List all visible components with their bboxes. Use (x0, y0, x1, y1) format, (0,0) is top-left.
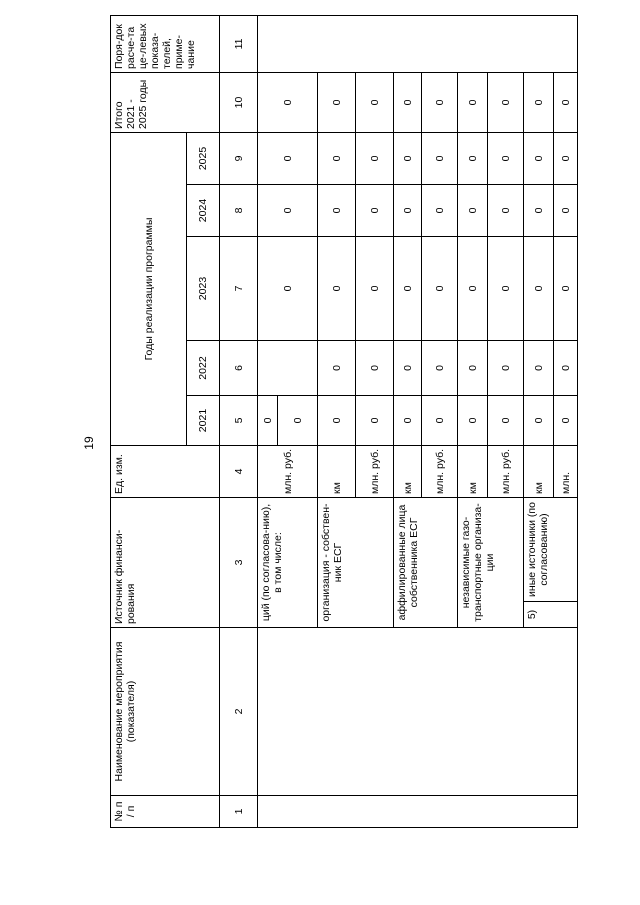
value-cell: 0 (458, 341, 488, 396)
value-cell: 0 (488, 237, 524, 341)
header-col-order: Поря-док расче-та це-левых показа-телей, приме-чание (111, 15, 220, 72)
cell-name-empty (258, 628, 578, 796)
source-cell (258, 498, 318, 628)
value-cell: 0 (394, 72, 422, 132)
value-cell: 0 (554, 237, 578, 341)
unit-cell: км (318, 446, 356, 498)
value-cell: 0 (458, 72, 488, 132)
value-cell: 0 (554, 132, 578, 184)
unit-cell: млн. (554, 446, 578, 498)
value-cell: 0 (524, 185, 554, 237)
value-cell: 0 (488, 185, 524, 237)
value-cell: 0 (458, 185, 488, 237)
header-year-2025: 2025 (187, 132, 220, 184)
unit-cell: млн. руб. (356, 446, 394, 498)
unit-cell: млн. руб. (258, 446, 318, 498)
header-year-2021: 2021 (187, 396, 220, 446)
cell-no-empty (258, 796, 578, 828)
value-cell: 0 (258, 185, 318, 237)
value-cell: 0 (356, 237, 394, 341)
colnum-9: 9 (220, 132, 258, 184)
value-cell: 0 (422, 396, 458, 446)
value-cell: 0 (356, 396, 394, 446)
header-col-no: № п / п (111, 796, 220, 828)
colnum-4: 4 (220, 446, 258, 498)
value-cell: 0 (318, 185, 356, 237)
colnum-6: 6 (220, 341, 258, 396)
value-cell: 0 (318, 132, 356, 184)
value-cell: 0 (488, 341, 524, 396)
source-cell: независимые газо-транспортные организа-ции (458, 498, 524, 628)
header-years-group: Годы реализации программы (111, 132, 187, 445)
value-cell: 0 (554, 185, 578, 237)
value-cell: 0 (458, 132, 488, 184)
value-cell: 0 (488, 396, 524, 446)
unit-cell: млн. руб. (422, 446, 458, 498)
header-year-2023: 2023 (187, 237, 220, 341)
unit-cell: км (458, 446, 488, 498)
colnum-5: 5 (220, 396, 258, 446)
value-cell: 0 (524, 396, 554, 446)
value-cell: 0 (524, 341, 554, 396)
value-cell: 0 (422, 237, 458, 341)
value-cell: 0 (278, 396, 318, 446)
rotated-page-content (110, 23, 604, 828)
unit-cell: км (524, 446, 554, 498)
value-cell: 0 (422, 132, 458, 184)
value-cell: 0 (318, 341, 356, 396)
value-cell: 0 (258, 72, 318, 132)
source-text: ций (по согласова-нию), в том числе: (260, 503, 284, 622)
value-cell: 0 (422, 341, 458, 396)
value-cell: 0 (422, 72, 458, 132)
header-col-name: Наименование мероприятия (показателя) (111, 628, 220, 796)
value-cell: 0 (356, 72, 394, 132)
colnum-7: 7 (220, 237, 258, 341)
value-cell: 0 (488, 132, 524, 184)
value-cell: 0 (258, 237, 318, 341)
header-col-total: Итого 2021 - 2025 годы (111, 72, 220, 132)
value-cell: 0 (318, 396, 356, 446)
colnum-8: 8 (220, 185, 258, 237)
source-number-cell: 5) (524, 602, 578, 628)
program-table (110, 15, 578, 828)
header-col-source: Источник финанси-рования (111, 498, 220, 628)
value-cell: 0 (394, 237, 422, 341)
value-cell: 0 (258, 132, 318, 184)
value-cell: 0 (318, 237, 356, 341)
unit-cell: млн. руб. (488, 446, 524, 498)
source-cell: аффилированные лица собственника ЕСГ (394, 498, 458, 628)
value-cell: 0 (422, 185, 458, 237)
value-cell: 0 (394, 396, 422, 446)
value-cell: 0 (524, 132, 554, 184)
source-cell: организация - собствен-ник ЕСГ (318, 498, 394, 628)
colnum-2: 2 (220, 628, 258, 796)
value-cell: 0 (356, 341, 394, 396)
source-cell: иные источники (по согласованию) (524, 498, 578, 602)
value-cell: 0 (524, 72, 554, 132)
value-cell: 0 (356, 132, 394, 184)
value-cell: 0 (394, 341, 422, 396)
colnum-10: 10 (220, 72, 258, 132)
colnum-1: 1 (220, 796, 258, 828)
value-cell: 0 (554, 341, 578, 396)
value-cell: 0 (554, 72, 578, 132)
header-year-2024: 2024 (187, 185, 220, 237)
value-cell: 0 (554, 396, 578, 446)
value-cell: 0 (458, 237, 488, 341)
header-col-unit: Ед. изм. (111, 446, 220, 498)
order-cell-empty (258, 15, 578, 72)
page-number: 19 (82, 436, 96, 450)
unit-cell: км (394, 446, 422, 498)
value-cell: 0 (394, 132, 422, 184)
header-year-2022: 2022 (187, 341, 220, 396)
value-cell: 0 (524, 237, 554, 341)
value-cell: 0 (318, 72, 356, 132)
value-cell: 0 (394, 185, 422, 237)
value-cell: 0 (488, 72, 524, 132)
value-cell (258, 341, 318, 396)
colnum-11: 11 (220, 15, 258, 72)
value-cell: 0 (356, 185, 394, 237)
value-cell: 0 (458, 396, 488, 446)
colnum-3: 3 (220, 498, 258, 628)
value-cell: 0 (258, 396, 278, 446)
